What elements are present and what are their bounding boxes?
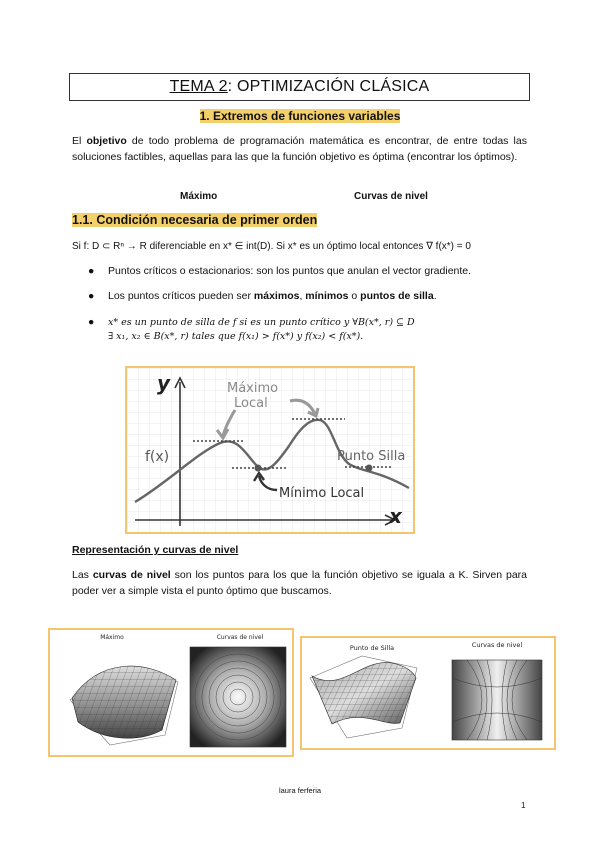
bullet-dot: ● [88,290,95,302]
section-heading-1 [0,109,600,123]
page-title [69,73,530,101]
title-rest: : OPTIMIZACIÓN CLÁSICA [227,78,430,95]
right-surface-title: Punto de Silla [349,644,395,652]
bullet-1-text: Puntos críticos o estacionarios: son los puntos que anulan el vector gradiente. [108,265,472,277]
left-surface-mesh [72,666,176,738]
bullet-2-text: Los puntos críticos pueden ser máximos, mínimos o puntos de silla. [108,290,437,302]
graph-saddle-label: Punto Silla [337,449,406,464]
graph-y-label: y [157,371,171,395]
graph-fx-label: f(x) [145,449,170,465]
graph-min-label: Mínimo Local [279,486,365,501]
saddle-figure-svg [302,638,554,748]
page-number: 1 [521,801,526,810]
right-surface-mesh [312,663,416,724]
footer-author: laura ferferia [278,786,322,795]
section-heading-1-1-text: 1.1. Condición necesaria de primer orden [72,213,318,227]
left-contour-plot [190,647,286,747]
graph-max-label-1: Máximo [227,381,279,396]
saddle-point [366,465,373,472]
left-contour-title: Curvas de nivel [216,634,264,641]
right-contour-plot [452,660,542,740]
maximum-figure [48,628,294,757]
min-point [255,465,262,472]
critical-points-figure [125,366,415,534]
curvas-paragraph: Las curvas de nivel son los puntos para los que la función objetivo se iguala a K. Sirven para poder ver a simple vista el punto óptimo que buscamos. [72,569,527,597]
bullet-3-line-2: ∃ x₁, x₂ ∈ B(x*, r) tales que f(x₁) > f(x*) y f(x₂) < f(x*). [108,331,364,342]
intro-paragraph [72,134,527,165]
left-surface-title: Máximo [100,634,124,641]
section-heading-1-text: 1. Extremos de funciones variables [199,109,401,123]
bullet-dot: ● [88,316,95,328]
section-heading-representacion: Representación y curvas de nivel [72,544,239,556]
intro-pre: El [72,135,87,147]
right-contour-title: Curvas de nivel [471,641,523,649]
graph-x-label: x [389,504,402,528]
label-curvas: Curvas de nivel [354,191,428,202]
section-heading-1-1 [72,213,317,227]
bullet-dot: ● [88,265,95,277]
label-maximo: Máximo [180,191,218,202]
critical-points-graph [127,368,413,532]
saddle-figure [300,636,556,750]
bullet-3-line-1: x* es un punto de silla de f si es un punto crítico y ∀B(x*, r) ⊆ D [108,317,415,328]
graph-max-label-2: Local [234,396,268,411]
first-order-condition: Si f: D ⊂ Rⁿ → R diferenciable en x* ∈ int(D). Si x* es un óptimo local entonces ∇ f(x*) = 0 [72,241,471,252]
intro-bold: objetivo [86,135,127,147]
intro-post: de todo problema de programación matemática es encontrar, de entre todas las soluciones factibles, aquellas para las que la función objetivo es óptima (encontrar los óptimos). [72,135,527,163]
title-prefix: TEMA 2 [169,78,228,95]
maximum-figure-svg [50,630,292,755]
